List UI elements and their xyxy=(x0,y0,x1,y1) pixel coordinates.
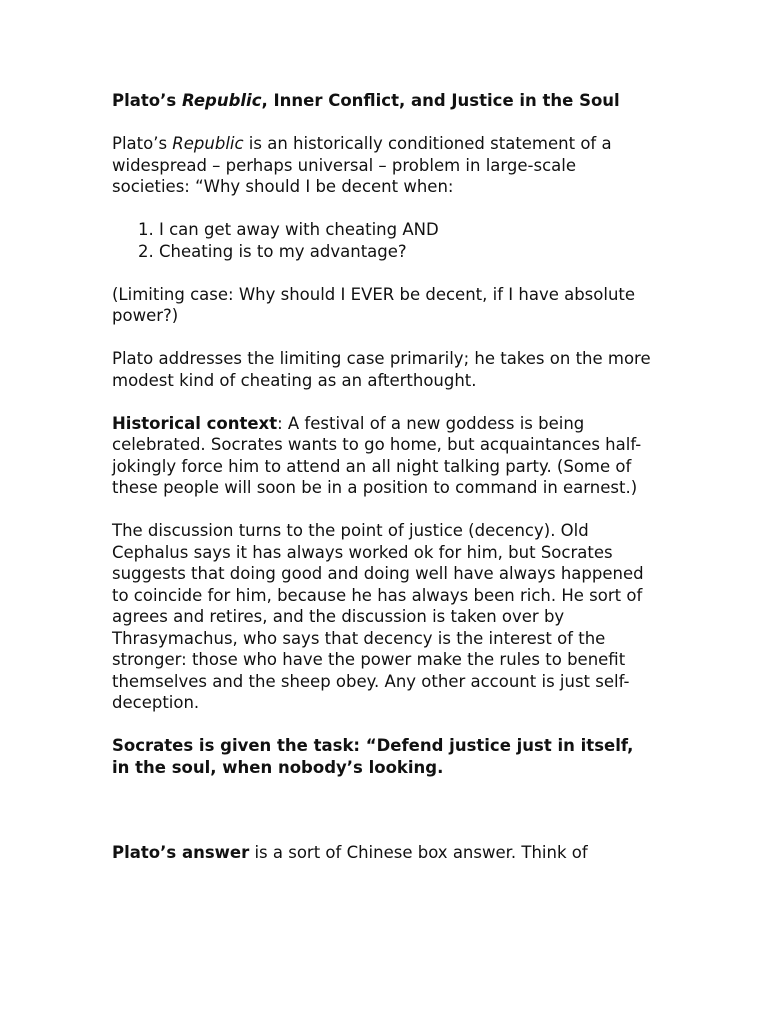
intro-italic-republic: Republic xyxy=(172,134,244,153)
document-body xyxy=(112,90,652,864)
intro-text-1: Plato’s xyxy=(112,134,173,153)
list-item: 1. I can get away with cheating AND xyxy=(159,219,652,241)
intro-paragraph xyxy=(112,133,652,198)
discussion-paragraph: The discussion turns to the point of justice (decency). Old Cephalus says it has always worked ok for him, but Socrates suggests that doing good and doing well have always happened to coincide for him, because he has always been rich. He sort of agrees and retires, and the discussion is taken over by Thrasymachus, who says that decency is the interest of the stronger: those who have the power make the rules to benefit themselves and the sheep obey. Any other account is just self-deception. xyxy=(112,521,644,712)
intro-text-2: is an historically conditioned statement of a widespread – perhaps universal – problem in large-scale societies: “Why should I be decent when: xyxy=(112,134,612,196)
question-list xyxy=(112,219,652,262)
list-item: 2. Cheating is to my advantage? xyxy=(159,241,652,263)
historical-context-text: : A festival of a new goddess is being celebrated. Socrates wants to go home, but acquaintances half-jokingly force him to attend an all night talking party. (Some of these people will soon be in a position to command in earnest.) xyxy=(112,413,642,497)
title-text-1: Plato’s xyxy=(112,91,182,110)
historical-context-label: Historical context xyxy=(112,413,278,433)
title-text-2: , Inner Conflict, and Justice in the Soul xyxy=(261,91,620,110)
limiting-case-paragraph: (Limiting case: Why should I EVER be decent, if I have absolute power?) xyxy=(112,284,636,325)
title-italic-republic: Republic xyxy=(181,91,262,110)
addresses-paragraph: Plato addresses the limiting case primarily; he takes on the more modest kind of cheating as an afterthought. xyxy=(112,349,651,390)
answer-paragraph xyxy=(112,842,652,864)
historical-context-paragraph xyxy=(112,413,652,499)
document-title xyxy=(112,90,652,112)
task-paragraph: Socrates is given the task: “Defend justice just in itself, in the soul, when nobody’s looking. xyxy=(112,736,634,777)
answer-label: Plato’s answer xyxy=(112,843,250,862)
answer-text: is a sort of Chinese box answer. Think of xyxy=(249,843,588,862)
